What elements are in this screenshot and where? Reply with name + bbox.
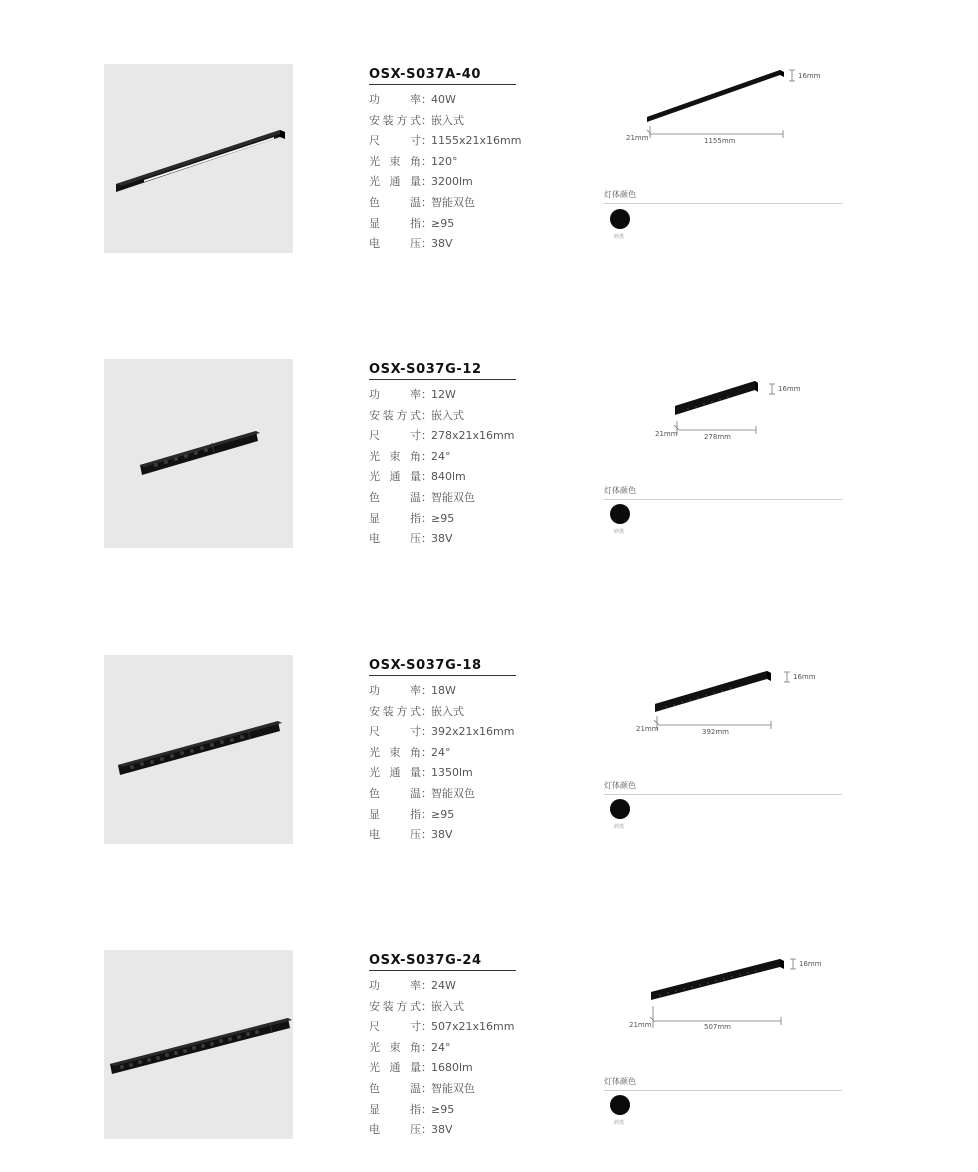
dimension-height-label: 16mm [793, 673, 816, 681]
spec-luminous-flux: 光通量：1350lm [369, 766, 473, 780]
product-card [0, 950, 978, 1140]
spec-list [369, 90, 589, 255]
spec-voltage: 电 压：38V [369, 237, 453, 251]
spec-size: 尺 寸：278x21x16mm [369, 429, 515, 443]
spec-power: 功 率：40W [369, 93, 456, 106]
color-swatch [610, 799, 630, 819]
spec-beam-angle: 光束角：24° [369, 745, 451, 759]
dimension-height-label: 16mm [778, 385, 801, 393]
dimension-width-label: 21mm [655, 430, 678, 438]
spec-luminous-flux: 光通量：3200lm [369, 175, 473, 189]
dimension-drawing [600, 950, 860, 1080]
swatch-label: 砂黑 [614, 824, 625, 830]
product-photo [104, 359, 293, 548]
linear-light-image [104, 950, 293, 1139]
dimension-length-label: 392mm [702, 728, 729, 736]
product-card [0, 64, 978, 254]
dimension-width-label: 21mm [636, 725, 659, 733]
spec-install: 安装方式：嵌入式 [369, 113, 464, 127]
spec-power: 功 率：24W [369, 979, 456, 992]
spec-list [369, 976, 589, 1141]
dimension-drawing [600, 359, 860, 489]
linear-light-image [104, 655, 293, 844]
body-color-title: 灯体颜色 [604, 486, 636, 495]
body-color-title: 灯体颜色 [604, 190, 636, 199]
spec-cri: 显 指：≥95 [369, 216, 455, 230]
dimension-drawing [600, 655, 860, 785]
spec-color-temp: 色 温：智能双色 [369, 786, 475, 800]
dimension-width-label: 21mm [629, 1021, 652, 1029]
color-swatch [610, 209, 630, 229]
swatch-label: 砂黑 [614, 234, 625, 240]
spec-color-temp: 色 温：智能双色 [369, 1081, 475, 1095]
spec-luminous-flux: 光通量：1680lm [369, 1061, 473, 1075]
spec-voltage: 电 压：38V [369, 828, 453, 842]
product-card [0, 655, 978, 845]
divider [604, 1090, 842, 1091]
model-number: OSX-S037G-12 [369, 361, 516, 380]
spec-size: 尺 寸：507x21x16mm [369, 1020, 515, 1034]
spec-voltage: 电 压：38V [369, 532, 453, 546]
dimension-height-label: 16mm [798, 72, 821, 80]
model-number: OSX-S037G-18 [369, 657, 516, 676]
spec-voltage: 电 压：38V [369, 1123, 453, 1137]
spec-size: 尺 寸：1155x21x16mm [369, 134, 522, 148]
color-swatch [610, 504, 630, 524]
spec-install: 安装方式：嵌入式 [369, 999, 464, 1013]
spec-size: 尺 寸：392x21x16mm [369, 725, 515, 739]
spec-cri: 显 指：≥95 [369, 511, 455, 525]
swatch-label: 砂黑 [614, 1120, 625, 1126]
model-number: OSX-S037G-24 [369, 952, 516, 971]
dimension-drawing [600, 64, 860, 194]
spec-power: 功 率：12W [369, 388, 456, 401]
spec-color-temp: 色 温：智能双色 [369, 490, 475, 504]
spec-cri: 显 指：≥95 [369, 1102, 455, 1116]
dimension-length-label: 1155mm [704, 137, 736, 145]
linear-light-image [104, 359, 293, 548]
divider [604, 499, 842, 500]
product-photo [104, 655, 293, 844]
dimension-height-label: 16mm [799, 960, 822, 968]
dimension-length-label: 507mm [704, 1023, 731, 1031]
product-photo [104, 64, 293, 253]
spec-cri: 显 指：≥95 [369, 807, 455, 821]
spec-list [369, 385, 589, 550]
spec-color-temp: 色 温：智能双色 [369, 195, 475, 209]
color-swatch [610, 1095, 630, 1115]
model-number: OSX-S037A-40 [369, 66, 516, 85]
spec-list [369, 681, 589, 846]
divider [604, 203, 842, 204]
dimension-width-label: 21mm [626, 134, 649, 142]
body-color-title: 灯体颜色 [604, 781, 636, 790]
spec-beam-angle: 光束角：24° [369, 1040, 451, 1054]
swatch-label: 砂黑 [614, 529, 625, 535]
product-card [0, 359, 978, 549]
spec-install: 安装方式：嵌入式 [369, 408, 464, 422]
spec-power: 功 率：18W [369, 684, 456, 697]
body-color-title: 灯体颜色 [604, 1077, 636, 1086]
product-photo [104, 950, 293, 1139]
dimension-length-label: 278mm [704, 433, 731, 441]
spec-beam-angle: 光束角：24° [369, 449, 451, 463]
spec-install: 安装方式：嵌入式 [369, 704, 464, 718]
spec-luminous-flux: 光通量：840lm [369, 470, 466, 484]
spec-beam-angle: 光束角：120° [369, 154, 458, 168]
linear-light-image [104, 64, 293, 253]
divider [604, 794, 842, 795]
